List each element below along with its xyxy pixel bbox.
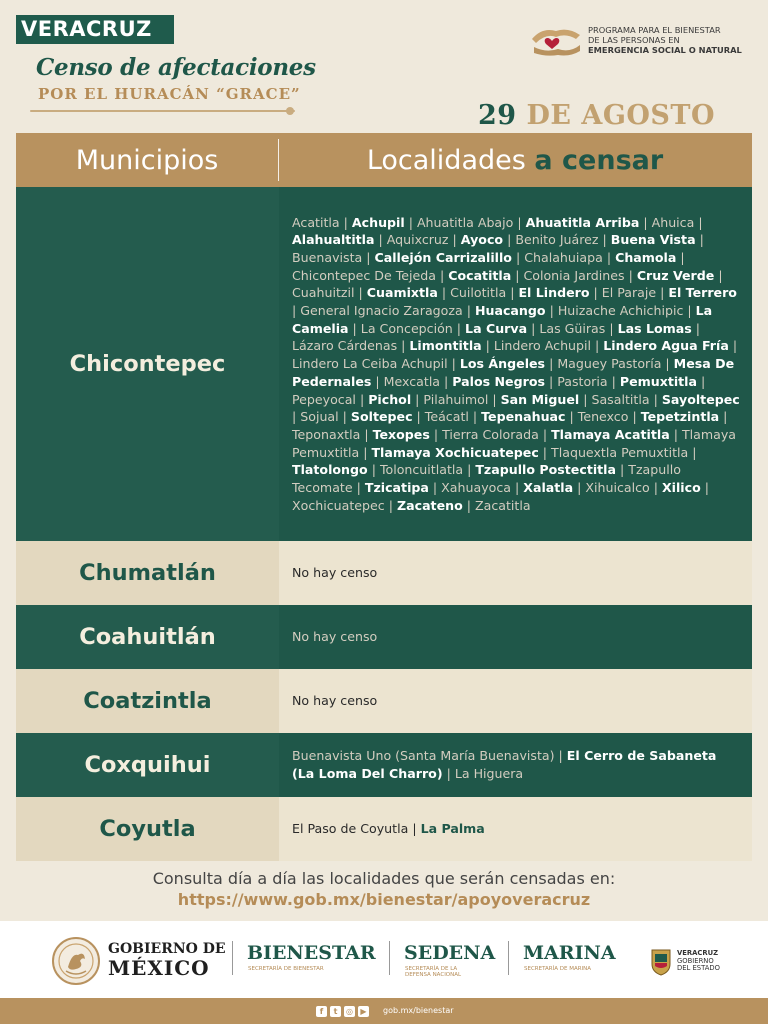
- localidad-item: Tierra Colorada: [442, 426, 539, 442]
- localidad-item: El Paso de Coyutla: [292, 821, 409, 837]
- localidad-item: Xochicuatepec: [292, 497, 385, 513]
- localidad-item: Limontitla: [409, 338, 482, 354]
- localidad-item: Cruz Verde: [636, 267, 715, 283]
- municipio-name: Chicontepec: [16, 187, 279, 541]
- localidad-separator: |: [669, 426, 682, 442]
- localidad-item: Tzapullo Tecomate: [292, 462, 681, 496]
- localidad-item: Teponaxtla: [292, 426, 361, 442]
- youtube-icon[interactable]: ▶: [358, 1006, 369, 1017]
- municipio-name: Coatzintla: [16, 669, 279, 733]
- localidad-separator: |: [511, 249, 525, 265]
- localidad-separator: |: [411, 391, 424, 407]
- localidad-item: Buenavista: [292, 249, 363, 265]
- localidad-separator: |: [352, 480, 365, 496]
- localidad-separator: |: [700, 480, 709, 496]
- localidad-separator: |: [468, 409, 482, 425]
- municipio-name: Coxquihui: [16, 733, 279, 797]
- localidad-separator: |: [511, 480, 524, 496]
- localidad-separator: |: [616, 462, 629, 478]
- title-sub: POR EL HURACÁN “GRACE”: [38, 85, 301, 103]
- localidad-item: Maguey Pastoría: [557, 356, 662, 372]
- localidad-separator: |: [661, 356, 674, 372]
- localidad-item: Chamola: [615, 249, 677, 265]
- localidad-item: La Concepción: [360, 320, 453, 336]
- program-name: PROGRAMA PARA EL BIENESTAR DE LAS PERSONAS EN EMERGENCIA SOCIAL O NATURAL: [588, 25, 742, 55]
- localidad-item: El Lindero: [518, 285, 590, 301]
- localidad-separator: |: [591, 338, 604, 354]
- localidad-separator: |: [408, 821, 421, 837]
- localidad-item: Lázaro Cárdenas: [292, 338, 398, 354]
- localidad-item: La Curva: [465, 320, 528, 336]
- municipio-name: Coahuitlán: [16, 605, 279, 669]
- localidad-separator: |: [656, 285, 669, 301]
- localidad-separator: |: [538, 426, 552, 442]
- logo-divider: [232, 941, 233, 975]
- localidad-separator: |: [544, 373, 558, 389]
- localidad-item: Tlamaya Acatitla: [551, 426, 670, 442]
- localidad-separator: |: [404, 214, 417, 230]
- localidad-separator: |: [691, 320, 701, 336]
- localidad-separator: |: [488, 391, 501, 407]
- localidad-separator: |: [628, 409, 641, 425]
- localidad-separator: |: [565, 409, 578, 425]
- localidad-item: Lindero Achupil: [493, 338, 592, 354]
- localidad-separator: |: [639, 214, 652, 230]
- localidad-separator: |: [714, 267, 723, 283]
- localidades-list: [292, 747, 740, 782]
- localidad-separator: |: [598, 232, 611, 248]
- table-row-chumatlan: [16, 541, 752, 605]
- localidad-separator: |: [545, 303, 558, 319]
- logo-divider: [389, 941, 390, 975]
- localidad-separator: |: [355, 391, 369, 407]
- localidad-item: Ahuatitla Arriba: [525, 214, 640, 230]
- localidad-separator: |: [579, 391, 592, 407]
- localidad-item: Tlamaya Xochicuatepec: [371, 444, 539, 460]
- localidad-separator: |: [463, 462, 476, 478]
- localidad-separator: |: [440, 373, 453, 389]
- gobierno-label-line2: MÉXICO: [108, 956, 210, 980]
- localidad-separator: |: [481, 338, 494, 354]
- localidad-separator: |: [442, 766, 455, 781]
- localidad-separator: |: [527, 320, 540, 336]
- column-header-municipios: Municipios: [75, 145, 219, 176]
- localidad-item: Tlaquextla Pemuxtitla: [551, 444, 689, 460]
- localidad-item: Cuilotitla: [450, 285, 507, 301]
- localidad-separator: |: [554, 748, 567, 764]
- date-day: 29: [478, 100, 517, 131]
- localidad-item: Cuahuitzil: [292, 285, 355, 301]
- localidad-separator: |: [624, 267, 637, 283]
- localidad-item: Tlatolongo: [292, 462, 368, 478]
- localidad-item: El Cerro de Sabaneta (La Loma Del Charro): [292, 748, 717, 781]
- localidad-item: San Miguel: [500, 391, 580, 407]
- localidad-item: Benito Juárez: [515, 232, 599, 248]
- localidad-separator: |: [412, 409, 425, 425]
- sedena-logo-sub: SECRETARÍA DE LA DEFENSA NACIONAL: [405, 966, 462, 978]
- localidad-item: Acatitla: [292, 214, 340, 230]
- localidad-separator: |: [447, 356, 460, 372]
- twitter-icon[interactable]: t: [330, 1006, 341, 1017]
- localidad-separator: |: [719, 409, 728, 425]
- localidad-item: Texopes: [372, 426, 430, 442]
- localidades-cell: [279, 669, 752, 733]
- localidades-list: [292, 214, 740, 515]
- localidad-item: Chicontepec De Tejeda: [292, 267, 436, 283]
- localidad-separator: |: [607, 373, 620, 389]
- census-date: [478, 100, 715, 131]
- localidades-cell: [279, 541, 752, 605]
- localidad-item: Toloncuitlatla: [379, 462, 464, 478]
- localidades-cell: [279, 797, 752, 861]
- localidad-item: Pastoria: [557, 373, 608, 389]
- localidad-item: Zacatitla: [475, 497, 531, 513]
- localidad-separator: |: [513, 214, 526, 230]
- municipio-name: Coyutla: [16, 797, 279, 861]
- localidad-item: Cuamixtla: [366, 285, 438, 301]
- localidad-separator: |: [503, 232, 516, 248]
- localidad-separator: |: [676, 249, 685, 265]
- localidades-cell: [279, 187, 752, 541]
- localidad-separator: |: [448, 232, 461, 248]
- localidad-item: Xalatla: [523, 480, 574, 496]
- localidad-separator: |: [359, 444, 372, 460]
- localidades-list: [292, 628, 377, 646]
- localidad-item: Xahuayoca: [441, 480, 511, 496]
- localidad-item: Colonia Jardines: [523, 267, 625, 283]
- localidad-item: Buena Vista: [610, 232, 696, 248]
- localidad-item: Los Ángeles: [459, 356, 546, 372]
- localidad-separator: |: [462, 497, 475, 513]
- localidad-item: Tzicatipa: [364, 480, 429, 496]
- localidad-item: La Higuera: [454, 766, 524, 781]
- consulta-text: Consulta día a día las localidades que serán censadas en:: [152, 869, 616, 888]
- program-hands-heart-icon: [528, 23, 584, 59]
- localidad-separator: |: [429, 426, 443, 442]
- localidad-item: Cocatitla: [448, 267, 512, 283]
- localidad-item: No hay censo: [292, 565, 378, 581]
- localidad-item: Palos Negros: [452, 373, 545, 389]
- localidad-item: Pilahuimol: [423, 391, 489, 407]
- localidad-item: Alahualtitla: [292, 232, 375, 248]
- localidades-cell: [279, 605, 752, 669]
- localidad-item: Xihuicalco: [585, 480, 650, 496]
- localidad-item: Las Lomas: [617, 320, 692, 336]
- localidad-item: Ahuatitla Abajo: [416, 214, 514, 230]
- gobierno-label-line1: GOBIERNO DE: [108, 941, 226, 957]
- marina-logo-sub: SECRETARÍA DE MARINA: [524, 966, 592, 972]
- localidad-item: La Palma: [420, 821, 485, 837]
- localidad-item: Buenavista Uno (Santa María Buenavista): [292, 748, 555, 764]
- localidades-list: [292, 820, 485, 838]
- consulta-url-link[interactable]: https://www.gob.mx/bienestar/apoyoveracruz: [177, 890, 591, 909]
- localidad-separator: |: [292, 303, 301, 319]
- title-main: Censo de afectaciones: [36, 54, 316, 81]
- localidad-separator: |: [452, 320, 466, 336]
- localidad-separator: |: [649, 391, 662, 407]
- localidad-separator: |: [354, 285, 367, 301]
- localidad-separator: |: [538, 444, 552, 460]
- localidad-separator: |: [602, 249, 616, 265]
- localidad-separator: |: [545, 356, 558, 372]
- localidad-item: Aquixcruz: [386, 232, 449, 248]
- localidad-item: Achupil: [351, 214, 405, 230]
- table-row-coatzintla: [16, 669, 752, 733]
- localidad-separator: |: [428, 480, 442, 496]
- localidad-item: Pemuxtitla: [619, 373, 697, 389]
- localidad-item: Tzapullo Postectitla: [475, 462, 616, 478]
- veracruz-gobierno-text: VERACRUZ GOBIERNO DEL ESTADO: [677, 949, 720, 972]
- localidad-separator: |: [435, 267, 449, 283]
- column-header-localidades: Localidades a censar: [366, 145, 664, 176]
- localidad-item: Chalahuiapa: [524, 249, 603, 265]
- localidad-item: El Paraje: [601, 285, 657, 301]
- localidad-separator: |: [367, 462, 380, 478]
- localidad-separator: |: [573, 480, 586, 496]
- localidad-item: Mexcatla: [383, 373, 441, 389]
- state-tag: VERACRUZ: [16, 15, 174, 44]
- mexico-seal-icon: [52, 937, 100, 985]
- localidad-item: Ahuica: [651, 214, 695, 230]
- localidad-separator: |: [437, 285, 451, 301]
- localidad-item: Tenexco: [577, 409, 629, 425]
- table-row-chicontepec: [16, 187, 752, 541]
- veracruz-shield-icon: [650, 948, 672, 976]
- localidad-separator: |: [688, 444, 697, 460]
- marina-logo-text: MARINA: [523, 942, 616, 964]
- localidad-item: Sojual: [300, 409, 339, 425]
- logo-divider: [508, 941, 509, 975]
- localidad-item: Tepetzintla: [640, 409, 720, 425]
- localidad-item: Tlamaya Pemuxtitla: [292, 426, 737, 460]
- localidad-item: Sasaltitla: [591, 391, 650, 407]
- localidad-item: Zacateno: [396, 497, 463, 513]
- localidad-separator: |: [683, 303, 696, 319]
- localidad-item: Huizache Achichipic: [557, 303, 684, 319]
- date-month: DE AGOSTO: [516, 100, 716, 131]
- localidad-item: No hay censo: [292, 693, 378, 709]
- localidad-separator: |: [397, 338, 410, 354]
- localidad-separator: |: [292, 409, 301, 425]
- localidad-separator: |: [695, 232, 704, 248]
- localidad-item: Tepenahuac: [481, 409, 566, 425]
- localidad-item: Sayoltepec: [661, 391, 740, 407]
- localidad-separator: |: [348, 320, 361, 336]
- localidad-item: Teácatl: [424, 409, 469, 425]
- localidad-item: Las Güiras: [539, 320, 606, 336]
- localidad-separator: |: [338, 409, 351, 425]
- title-underline-dot: [286, 107, 294, 115]
- localidad-separator: |: [339, 214, 352, 230]
- localidades-list: [292, 692, 377, 710]
- localidad-separator: |: [360, 426, 373, 442]
- social-handle[interactable]: gob.mx/bienestar: [383, 1006, 454, 1015]
- localidad-separator: |: [371, 373, 384, 389]
- localidad-item: Lindero Agua Fría: [603, 338, 729, 354]
- table-header: [16, 133, 752, 187]
- localidad-separator: |: [374, 232, 387, 248]
- localidad-item: Lindero La Ceiba Achupil: [292, 356, 448, 372]
- localidad-item: Huacango: [474, 303, 546, 319]
- localidad-item: Xilico: [661, 480, 701, 496]
- sedena-logo-text: SEDENA: [404, 942, 496, 964]
- localidad-separator: |: [506, 285, 519, 301]
- localidad-item: Mesa De Pedernales: [292, 356, 735, 389]
- localidad-separator: |: [605, 320, 618, 336]
- localidad-separator: |: [462, 303, 475, 319]
- localidad-item: Pepeyocal: [292, 391, 356, 407]
- localidades-cell: [279, 733, 752, 797]
- table-row-coahuitlan: [16, 605, 752, 669]
- localidad-item: No hay censo: [292, 629, 378, 645]
- localidad-item: Ayoco: [460, 232, 504, 248]
- localidad-separator: |: [589, 285, 602, 301]
- bienestar-logo-text: BIENESTAR: [247, 942, 376, 964]
- localidad-item: El Terrero: [668, 285, 737, 301]
- instagram-icon[interactable]: ◎: [344, 1006, 355, 1017]
- localidad-item: Soltepec: [350, 409, 413, 425]
- localidad-item: Pichol: [368, 391, 412, 407]
- localidad-item: La Camelia: [292, 303, 713, 336]
- facebook-icon[interactable]: f: [316, 1006, 327, 1017]
- localidad-separator: |: [511, 267, 524, 283]
- social-icons: [316, 1005, 369, 1017]
- localidad-separator: |: [694, 214, 703, 230]
- bienestar-logo-sub: SECRETARÍA DE BIENESTAR: [248, 966, 324, 972]
- localidades-list: [292, 564, 377, 582]
- localidad-item: Callejón Carrizalillo: [374, 249, 512, 265]
- localidad-separator: |: [362, 249, 375, 265]
- title-underline: [30, 110, 295, 112]
- localidad-separator: |: [728, 338, 738, 354]
- table-row-coxquihui: [16, 733, 752, 797]
- localidad-separator: |: [384, 497, 397, 513]
- table-row-coyutla: [16, 797, 752, 861]
- localidad-item: General Ignacio Zaragoza: [300, 303, 463, 319]
- municipio-name: Chumatlán: [16, 541, 279, 605]
- localidad-separator: |: [649, 480, 662, 496]
- localidad-separator: |: [697, 373, 706, 389]
